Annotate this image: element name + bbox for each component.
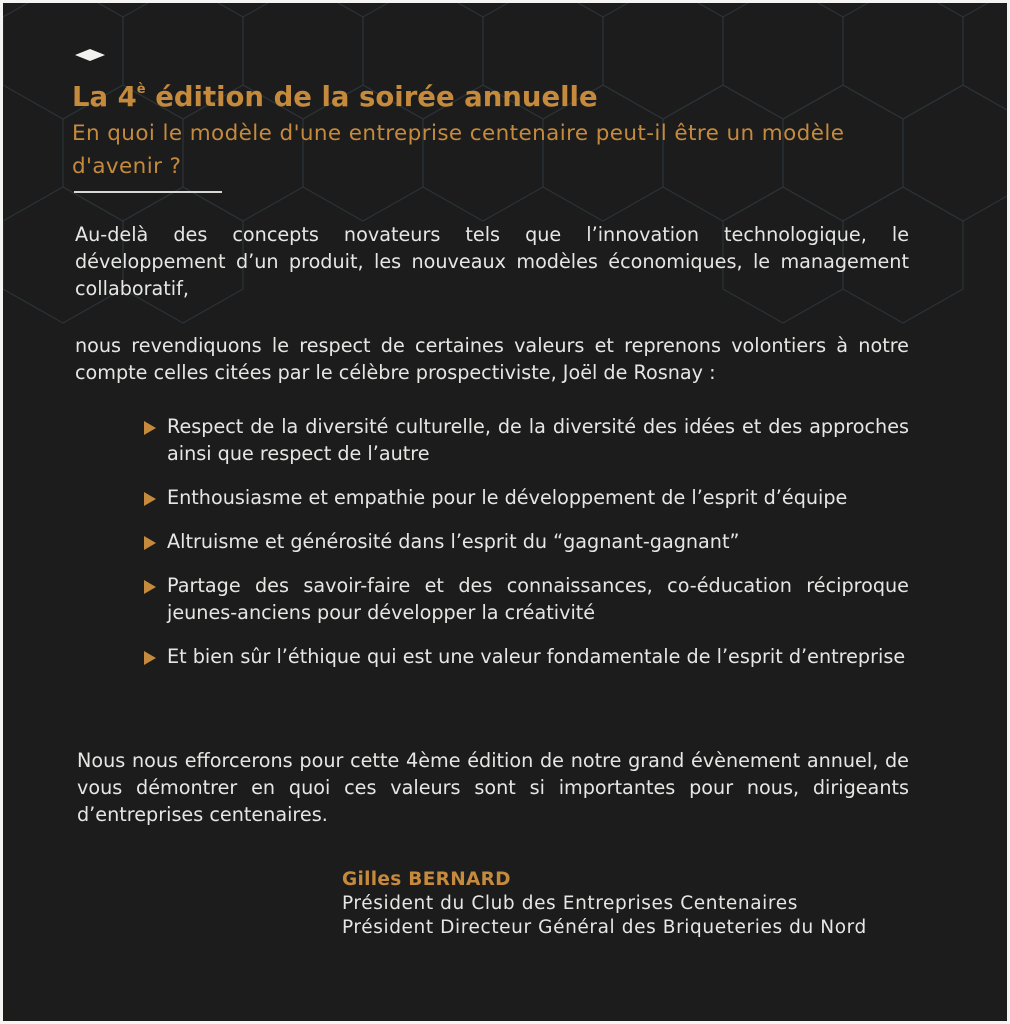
event-title: La $4^è$ édition de la soirée annuelle bbox=[72, 81, 598, 113]
signature-name: Gilles BERNARD bbox=[342, 869, 511, 890]
intro-paragraph-2: nous revendiquons le respect de certaines valeurs et reprenons volontiers à notre compte celles citées par le célèbre prospectiviste, Joël de Rosnay : bbox=[75, 334, 909, 384]
closing-paragraph: Nous nous efforcerons pour cette 4ème édition de notre grand évènement annuel, de vous démontrer en quoi ces valeurs sont si importantes pour nous, dirigeants d’entreprises centenaires. bbox=[77, 749, 909, 826]
list-item: Respect de la diversité culturelle, de la diversité des idées et des approches ainsi que respect de l’autre bbox=[143, 413, 909, 467]
divider bbox=[74, 191, 222, 193]
signature-role-1: Président du Club des Entreprises Centenaires bbox=[342, 893, 798, 914]
triangle-bullet-icon bbox=[144, 421, 156, 435]
list-item: Altruisme et générosité dans l’esprit du “gagnant-gagnant” bbox=[143, 528, 909, 555]
page-card bbox=[3, 3, 1007, 1021]
triangle-bullet-icon bbox=[144, 536, 156, 550]
list-item: Et bien sûr l’éthique qui est une valeur fondamentale de l’esprit d’entreprise bbox=[143, 643, 909, 670]
list-item: Enthousiasme et empathie pour le développement de l’esprit d’équipe bbox=[143, 484, 909, 511]
diamond-icon bbox=[75, 49, 105, 61]
event-subtitle: En quoi le modèle d'une entreprise centenaire peut-il être un modèle d'avenir ? bbox=[72, 121, 845, 179]
signature-role-2: Président Directeur Général des Briqueteries du Nord bbox=[342, 917, 867, 938]
values-list bbox=[143, 413, 909, 687]
triangle-bullet-icon bbox=[144, 580, 156, 594]
list-item: Partage des savoir-faire et des connaissances, co-éducation réciproque jeunes-anciens pour développer la créativité bbox=[143, 572, 909, 626]
intro-paragraph-1: Au-delà des concepts novateurs tels que l’innovation technologique, le développement d’un produit, les nouveaux modèles économiques, le management collaboratif, bbox=[75, 223, 909, 300]
triangle-bullet-icon bbox=[144, 651, 156, 665]
triangle-bullet-icon bbox=[144, 492, 156, 506]
